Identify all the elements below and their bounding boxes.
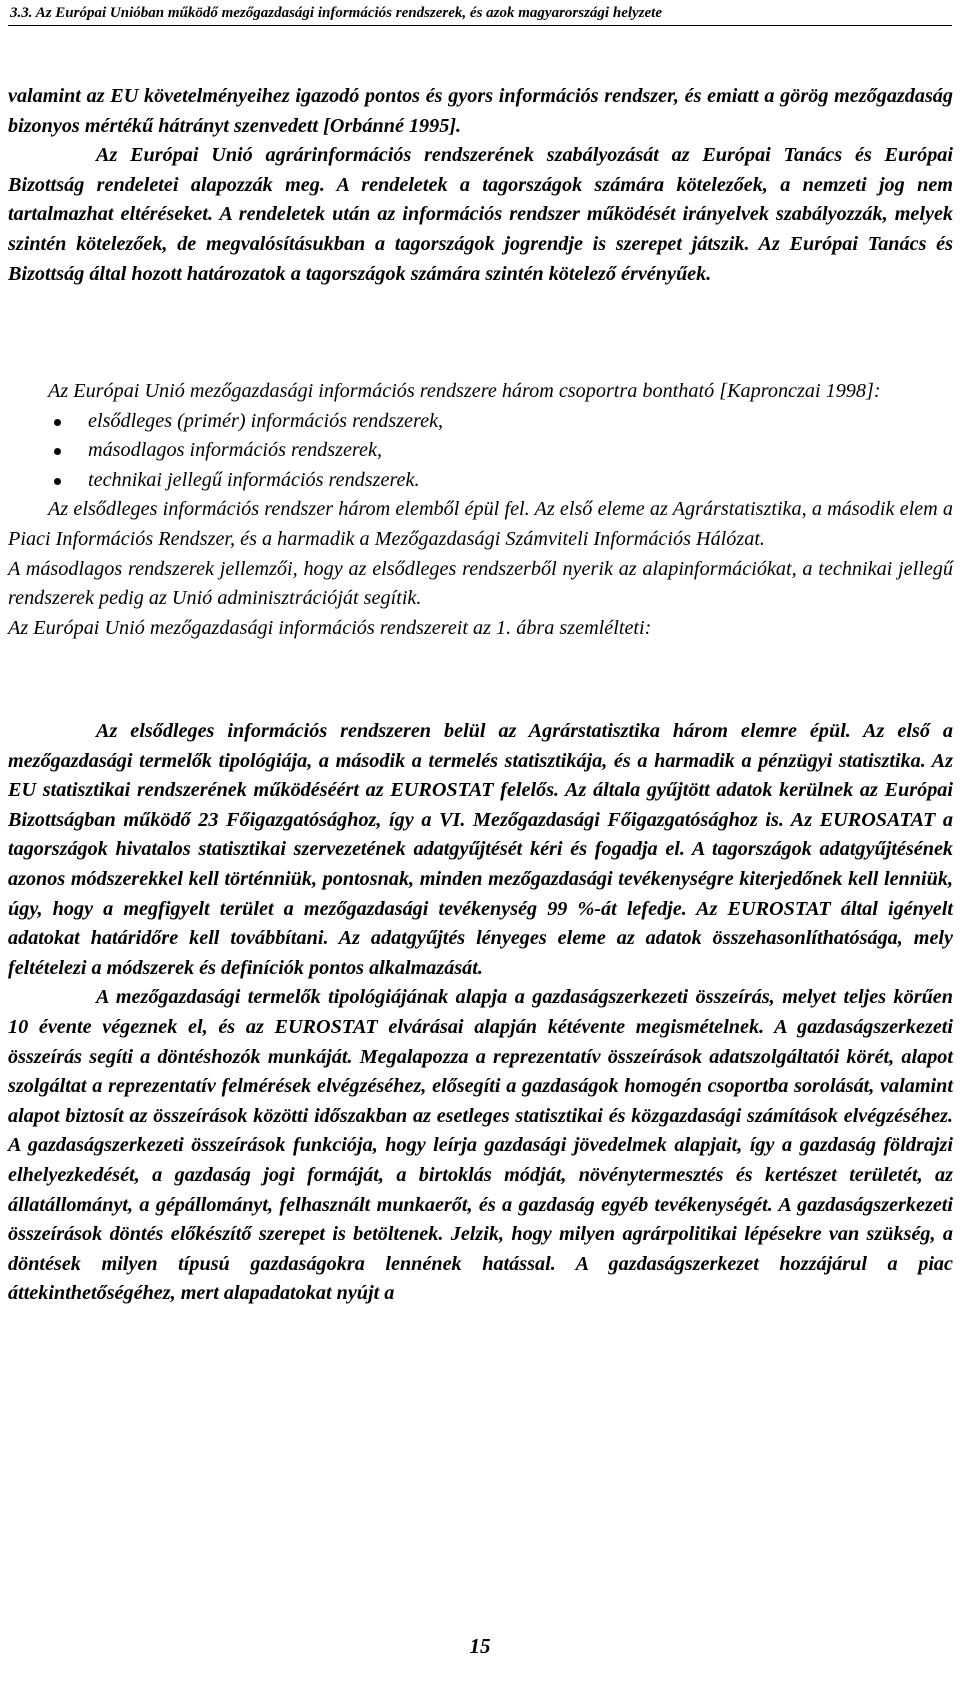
page-number: 15: [469, 1634, 491, 1658]
header-rule: [8, 25, 952, 26]
bullet-icon: [54, 478, 61, 485]
text-block-2: [8, 377, 953, 643]
text-block-3: [8, 717, 953, 1309]
bullet-item: technikai jellegű információs rendszerek.: [8, 466, 953, 496]
bullet-list: [8, 407, 953, 496]
bullet-icon: [54, 448, 61, 455]
bullet-item: másodlagos információs rendszerek,: [8, 436, 953, 466]
bullet-icon: [54, 419, 61, 426]
running-header: 3.3. Az Európai Unióban működő mezőgazdasági információs rendszerek, és azok magyarországi helyzete: [10, 5, 662, 21]
paragraph-7: Az elsődleges információs rendszeren belül az Agrárstatisztika három elemre épül. Az első a mezőgazdasági termelők tipológiája, a második a termelés statisztikája, és a harmadik a pénzügyi statisztika. Az EU statisztikai rendszerének működéséért az EUROSTAT felelős. Az általa gyűjtött adatok kerülnek az Európai Bizottságban működő 23 Főigazgatósághoz, így a VI. Mezőgazdasági Főigazgatósághoz is. Az EUROSATAT a tagországok hivatalos statisztikai szervezetének adatgyűjtését kéri és fogadja el. A tagországok adatgyűjtésének azonos módszerekkel kell történniük, pontosnak, minden mezőgazdasági tevékenységre kiterjedőnek kell lenniük, úgy, hogy a megfigyelt terület a mezőgazdasági tevékenység 99 %-át lefedje. Az EUROSTAT által igényelt adatokat határidőre kell továbbítani. Az adatgyűjtés lényeges eleme az adatok összehasonlíthatósága, mely feltételezi a módszerek és definíciók pontos alkalmazását.: [8, 720, 953, 979]
paragraph-3: Az Európai Unió mezőgazdasági információs rendszere három csoportra bontható [Kapronczai 1998]:: [48, 380, 881, 402]
paragraph-6: Az Európai Unió mezőgazdasági információs rendszereit az 1. ábra szemlélteti:: [8, 616, 652, 639]
paragraph-2: Az Európai Unió agrárinformációs rendszerének szabályozását az Európai Tanács és Európai Bizottság rendeletei alapozzák meg. A rendeletek a tagországok számára kötelezőek, a nemzeti jog nem tartalmazhat eltéréseket. A rendeletek után az információs rendszer működését irányelvek szabályozzák, melyek szintén kötelezőek, de megvalósításukban a tagországok jogrendje is szerepet játszik. Az Európai Tanács és Bizottság által hozott határozatok a tagországok számára szintén kötelező érvényűek.: [8, 144, 953, 285]
bullet-item: elsődleges (primér) információs rendszerek,: [8, 407, 953, 437]
paragraph-4: Az elsődleges információs rendszer három elemből épül fel. Az első eleme az Agrárstatisztika, a második elem a Piaci Információs Rendszer, és a harmadik a Mezőgazdasági Számviteli Információs Hálózat.: [8, 498, 953, 550]
paragraph-8: A mezőgazdasági termelők tipológiájának alapja a gazdaságszerkezeti összeírás, melyet teljes körűen 10 évente végeznek el, és az EUROSTAT elvárásai alapján kétévente megismételnek. A gazdaságszerkezeti összeírás segíti a döntéshozók munkáját. Megalapozza a reprezentatív összeírások adatszolgáltatói körét, alapot szolgáltat a reprezentatív felmérések elvégzéséhez, elősegíti a gazdaságok homogén csoportba sorolását, valamint alapot biztosít az összeírások közötti időszakban az esetleges statisztikai és közgazdasági számítások elvégzéséhez. A gazdaságszerkezeti összeírások funkciója, hogy leírja gazdasági jövedelmek alapjait, így a gazdaság földrajzi elhelyezkedését, a gazdaság jogi formáját, a birtoklás módját, növénytermesztés és kertészet területét, az állatállományt, a gépállományt, felhasznált munkaerőt, és a gazdaság egyéb tevékenységét. A gazdaságszerkezeti összeírások döntés előkészítő szerepet is betöltenek. Jelzik, hogy milyen agrárpolitikai lépésekre van szükség, a döntések milyen típusú gazdaságokra lennének hatással. A gazdaságszerkezet hozzájárul a piac áttekinthetőségéhez, mert alapadatokat nyújt a: [8, 986, 953, 1305]
paragraph-5: A másodlagos rendszerek jellemzői, hogy az elsődleges rendszerből nyerik az alapinformációkat, a technikai jellegű rendszerek pedig az Unió adminisztrációját segítik.: [8, 557, 953, 610]
text-block-1: [8, 82, 953, 289]
paragraph-1: valamint az EU követelményeihez igazodó pontos és gyors információs rendszer, és emiatt a görög mezőgazdaság bizonyos mértékű hátrányt szenvedett [Orbánné 1995].: [8, 85, 953, 137]
